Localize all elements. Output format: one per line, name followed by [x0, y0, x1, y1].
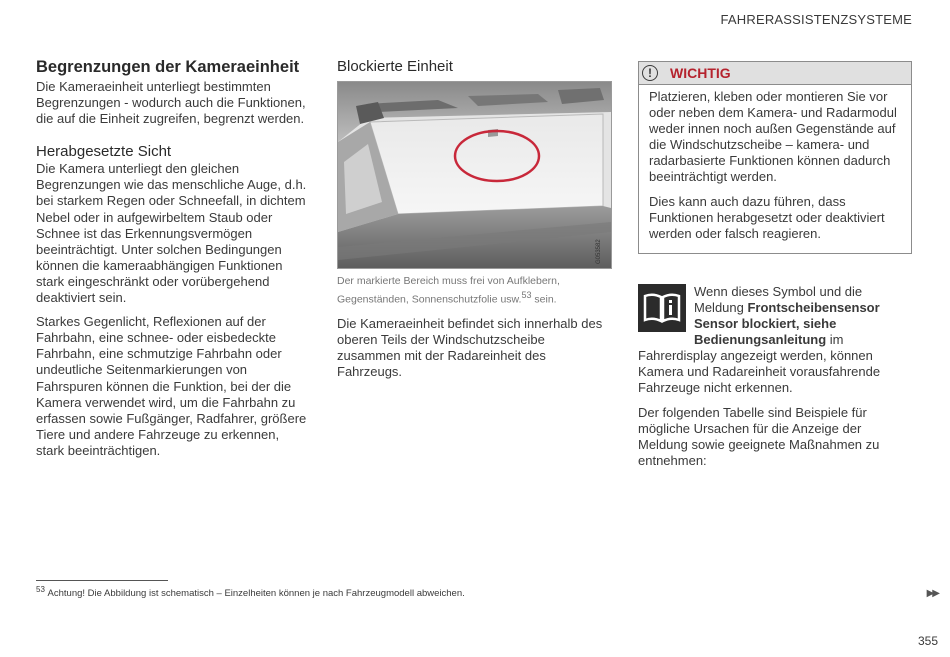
exclamation-icon: ! — [642, 65, 658, 81]
section-header: FAHRERASSISTENZSYSTEME — [720, 12, 912, 27]
figure-caption — [337, 274, 612, 307]
blocked-unit-title: Blockierte Einheit — [337, 58, 453, 75]
table-intro-paragraph: Der folgenden Tabelle sind Beispiele für mögliche Ursachen für die Anzeige der Meldung sowie geeignete Maßnahmen zu entnehmen: — [638, 404, 880, 468]
column-blocked-unit — [337, 58, 612, 388]
footnote-divider — [36, 580, 168, 581]
caption-end: sein. — [531, 293, 557, 306]
section-title: Begrenzungen der Kameraeinheit — [36, 58, 300, 76]
footnote-text: Achtung! Die Abbildung ist schematisch – Einzelheiten können je nach Fahrzeugmodell abweichen. — [47, 588, 465, 600]
footnote — [36, 585, 465, 599]
next-page-arrow-icon[interactable]: ▶▶ — [926, 588, 938, 599]
figure-code-label: G053582 — [596, 239, 602, 264]
visibility-paragraph: Die Kamera unterliegt den gleichen Begrenzungen wie das menschliche Auge, d.h. bei starkem Regen oder Schneefall, in dichtem Nebel oder in aufgewirbeltem Staub oder Schnee ist das Erkennungsvermögen beeinträchtigt. Unter solchen Bedingungen können die kameraabhängigen Funktionen stark eingeschränkt oder vorübergehend deaktiviert sein. — [36, 161, 307, 306]
symbol-text-post: im Fahrerdisplay angezeigt werden, können Kamera und Radareinheit vorausfahrende Fahrzeuge nicht erkennen. — [638, 332, 881, 396]
footnote-ref[interactable]: 53 — [521, 290, 532, 300]
page-number: 355 — [917, 634, 938, 648]
symbol-block — [638, 284, 912, 469]
camera-location-paragraph: Die Kameraeinheit befindet sich innerhalb des oberen Teils der Windschutzscheibe zusammen mit der Radareinheit des Fahrzeugs. — [337, 315, 603, 379]
intro-paragraph: Die Kameraeinheit unterliegt bestimmten Begrenzungen - wodurch auch die Funktionen, die auf die Einheit zugreifen, begrenzt werden. — [36, 79, 306, 127]
warning-paragraph-1: Platzieren, kleben oder montieren Sie vor oder neben dem Kamera- und Radarmodul weder innen noch außen Gegenstände auf die Windschutzscheibe – kamera- und radarbasierte Funktionen können dadurch beeinträchtigt werden. — [649, 89, 897, 185]
caption-text: Der markierte Bereich muss frei von Aufklebern, Gegenständen, Sonnenschutzfolie usw. — [337, 275, 560, 306]
windshield-illustration — [338, 82, 611, 268]
footnote-number: 53 — [36, 585, 45, 594]
warning-paragraph-2: Dies kann auch dazu führen, dass Funktionen herabgesetzt oder deaktiviert werden oder falsch reagieren. — [649, 193, 885, 241]
warning-header — [639, 62, 911, 85]
windshield-figure — [337, 81, 612, 269]
column-limitations — [36, 58, 308, 467]
subsection-title: Herabgesetzte Sicht — [36, 143, 172, 161]
glare-paragraph: Starkes Gegenlicht, Reflexionen auf der Fahrbahn, eine schnee- oder eisbedeckte Fahrbahn, eine schmutzige Fahrbahn oder undeutliche Seitenmarkierungen von Fahrspuren können die Funktion, bei der die Kamera verwendet wird, um die Fahrbahn zu erfassen sowie Fußgänger, Radfahrer, größere Tiere und andere Fahrzeuge zu erkennen, stark beeinträchtigen. — [36, 314, 307, 458]
symbol-text-pre: Wenn dieses Symbol und die Meldung — [694, 283, 863, 315]
manual-book-icon — [638, 284, 686, 332]
warning-body — [639, 85, 911, 253]
warning-box — [638, 61, 912, 254]
warning-title: WICHTIG — [670, 65, 731, 81]
column-warning — [638, 58, 912, 477]
display-message: Frontscheibensensor Sensor blockiert, siehe Bedienungsanleitung — [694, 299, 880, 348]
